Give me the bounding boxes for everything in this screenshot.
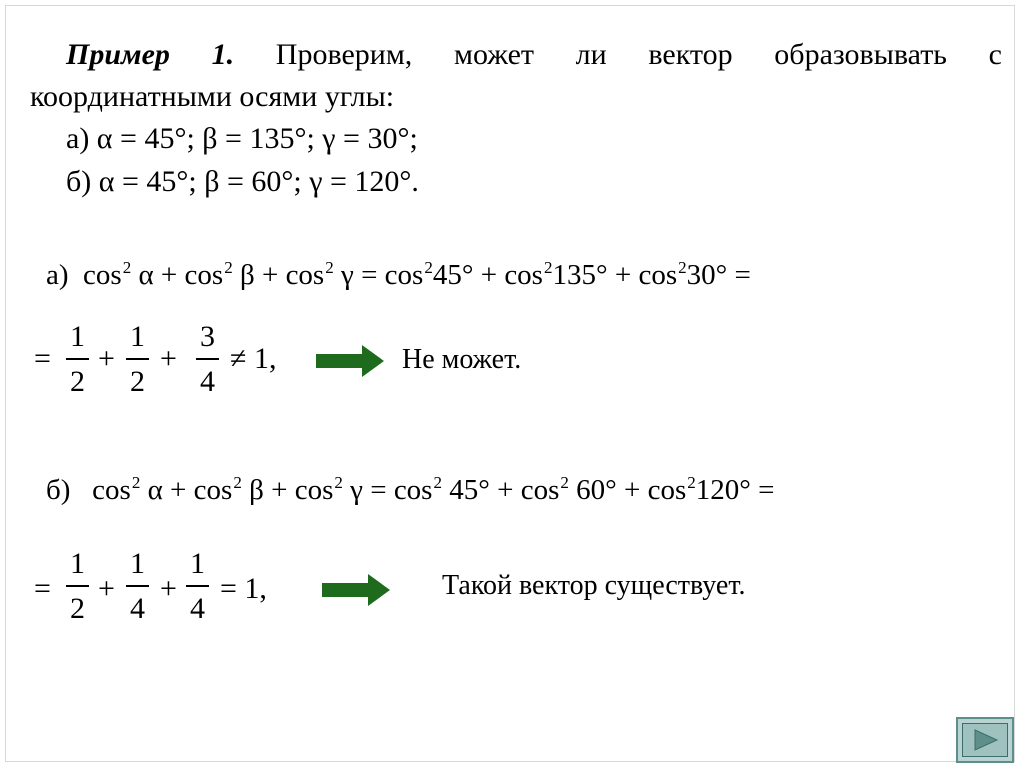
right-arrow-icon	[322, 574, 390, 606]
right-arrow-icon	[316, 345, 384, 377]
result-a: Не может.	[402, 344, 522, 375]
fraction: 1 2	[66, 549, 89, 624]
example-text-line2: координатными осями углы:	[30, 80, 395, 113]
fraction: 3 4	[196, 322, 219, 397]
part-b-equation: б) $\cos^2 \alpha + \cos^2 \beta + \cos^2 \gamma = \cos^2 45^\circ + \cos^2 60^\circ + \cos^2120^\circ$ =	[46, 473, 775, 506]
result-b: Такой вектор существует.	[442, 570, 746, 601]
option-b: б) α = 45°; β = 60°; γ = 120°.	[66, 165, 419, 198]
plus-sign: +	[98, 342, 115, 375]
not-equal-one: ≠ 1,	[230, 342, 277, 375]
example-heading	[66, 38, 1002, 72]
plus-sign: +	[98, 572, 115, 605]
plus-sign: +	[160, 342, 177, 375]
equals-one: = 1,	[220, 572, 267, 605]
fraction: 1 2	[66, 322, 89, 397]
fraction: 1 2	[126, 322, 149, 397]
equals-sign: =	[34, 572, 51, 605]
equals-sign: =	[34, 342, 51, 375]
option-a: а) α = 45°; β = 135°; γ = 30°;	[66, 122, 418, 155]
example-title: Пример 1.	[66, 38, 235, 71]
part-a-label: а)	[46, 259, 69, 291]
part-b-label: б)	[46, 474, 71, 506]
next-slide-icon	[962, 723, 1008, 757]
slide-frame	[5, 5, 1015, 762]
example-text-line1: Проверим, может ли вектор образовывать с	[234, 38, 1002, 71]
fraction: 1 4	[186, 549, 209, 624]
fraction: 1 4	[126, 549, 149, 624]
next-slide-button[interactable]	[956, 717, 1014, 763]
plus-sign: +	[160, 572, 177, 605]
part-a-equation: а) $\cos^2 \alpha + \cos^2 \beta + \cos^2 \gamma = \cos^245^\circ + \cos^2135^\circ + \cos^230^\circ$ =	[46, 258, 751, 291]
